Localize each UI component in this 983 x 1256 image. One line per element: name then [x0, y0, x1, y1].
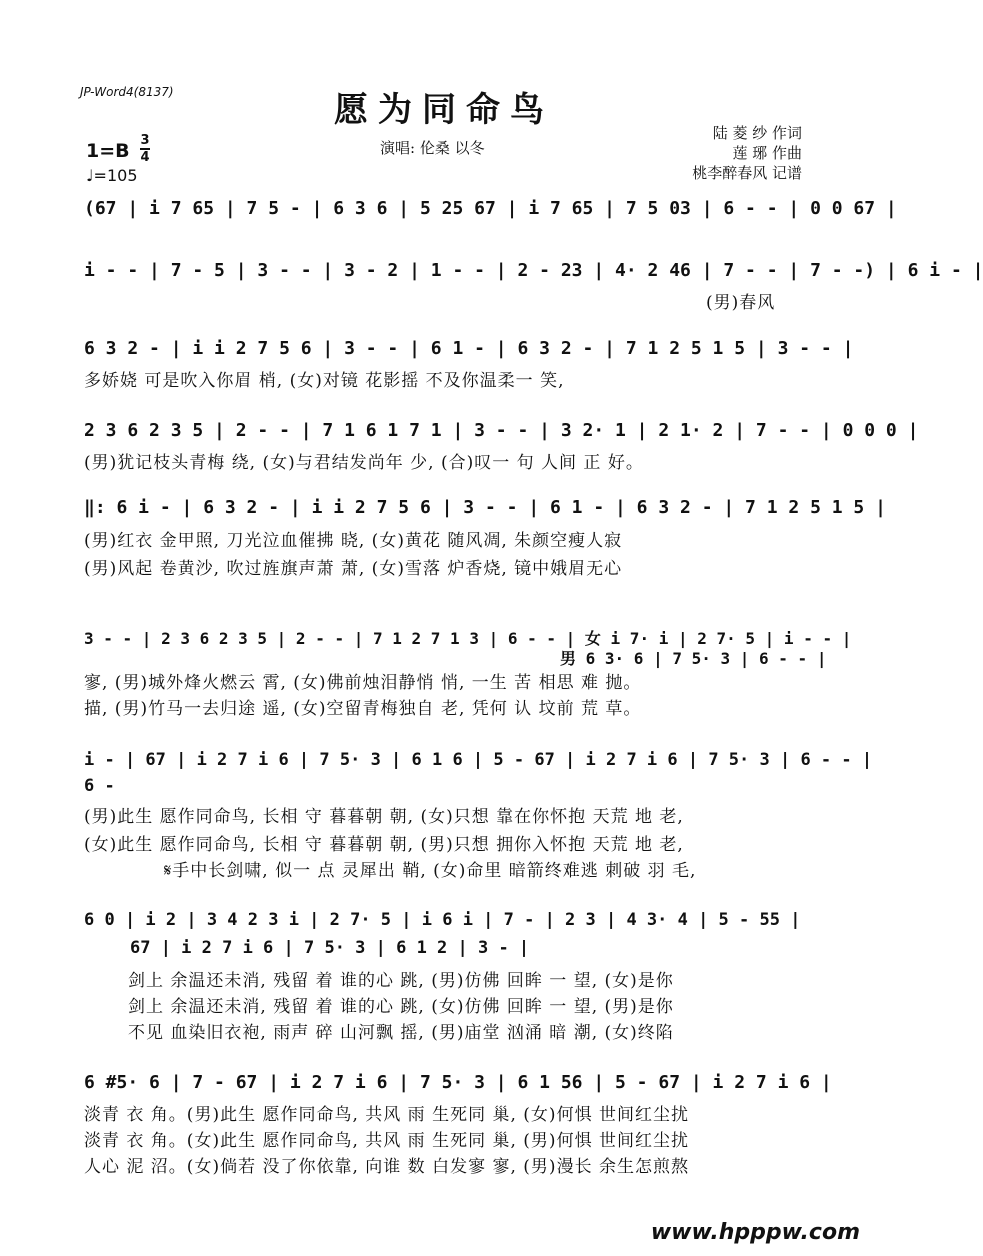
lyric-line-5a: (男)红衣 金甲照, 刀光泣血催拂 晓, (女)黄花 随风凋, 朱颜空瘦人寂	[84, 531, 623, 551]
lyric-line-8b: 剑上 余温还未消, 残留 着 谁的心 跳, (女)仿佛 回眸 一 望, (男)是你	[128, 997, 674, 1017]
time-sig-top: 3	[140, 133, 150, 148]
time-signature	[140, 134, 150, 164]
credit-lyricist: 陆 菱 纱 作词	[712, 124, 802, 142]
lyric-line-9a: 淡青 衣 角。(男)此生 愿作同命鸟, 共风 雨 生死同 巢, (女)何惧 世间红尘扰	[84, 1105, 689, 1125]
notation-line-9: 6 #5· 6 | 7 - 67 | i 2 7 i 6 | 7 5· 3 | 6 1 56 | 5 - 67 | i 2 7 i 6 |	[84, 1072, 832, 1093]
singers: 演唱: 伦桑 以冬	[380, 139, 485, 157]
lyric-line-9b: 淡青 衣 角。(女)此生 愿作同命鸟, 共风 雨 生死同 巢, (男)何惧 世间红尘扰	[84, 1131, 689, 1151]
lyric-line-4a: (男)犹记枝头青梅 绕, (女)与君结发尚年 少, (合)叹一 句 人间 正 好。	[84, 453, 644, 473]
lyric-line-6a: 寥, (男)城外烽火燃云 霄, (女)佛前烛泪静悄 悄, 一生 苦 相思 难 抛。	[84, 673, 642, 693]
lyric-line-6b: 描, (男)竹马一去归途 遥, (女)空留青梅独自 老, 凭何 认 坟前 荒 草。	[84, 699, 642, 719]
notation-line-5: ‖: 6 i - | 6 3 2 - | i i 2 7 5 6 | 3 - - | 6 1 - | 6 3 2 - | 7 1 2 5 1 5 |	[84, 497, 886, 518]
lyric-line-7b: (女)此生 愿作同命鸟, 长相 守 暮暮朝 朝, (男)只想 拥你入怀抱 天荒 地 老,	[84, 835, 684, 855]
notation-line-6-lower: 男 6 3· 6 | 7 5· 3 | 6 - - |	[560, 649, 827, 668]
notation-line-8-lower: 67 | i 2 7 i 6 | 7 5· 3 | 6 1 2 | 3 - |	[130, 938, 530, 958]
tempo-mark: ♩=105	[86, 166, 138, 185]
source-tag: JP-Word4(8137)	[80, 85, 174, 99]
notation-line-7-lower: 6 -	[84, 776, 115, 796]
credit-transcriber: 桃李醉春风 记谱	[692, 164, 802, 182]
notation-line-2: i - - | 7 - 5 | 3 - - | 3 - 2 | 1 - - | 2 - 23 | 4· 2 46 | 7 - - | 7 - -) | 6 i - |	[84, 260, 983, 281]
lyric-line-9c: 人心 泥 沼。(女)倘若 没了你依靠, 向谁 数 白发寥 寥, (男)漫长 余生怎煎熬	[84, 1157, 689, 1177]
website-watermark: www.hpppw.com	[650, 1220, 860, 1245]
notation-line-1: (67 | i 7 65 | 7 5 - | 6 3 6 | 5 25 67 | i 7 65 | 7 5 03 | 6 - - | 0 0 67 |	[84, 198, 897, 219]
notation-line-6: 3 - - | 2 3 6 2 3 5 | 2 - - | 7 1 2 7 1 3 | 6 - - | 女 i 7· i | 2 7· 5 | i - - |	[84, 629, 852, 648]
key-signature: 1=B	[86, 140, 130, 162]
lyric-line-3a: 多娇娆 可是吹入你眉 梢, (女)对镜 花影摇 不及你温柔一 笑,	[84, 371, 565, 391]
song-title: 愿为同命鸟	[334, 90, 554, 130]
credit-composer: 莲 琊 作曲	[732, 144, 802, 162]
time-sig-bottom: 4	[140, 150, 150, 165]
notation-line-8: 6 0 | i 2 | 3 4 2 3 i | 2 7· 5 | i 6 i | 7 - | 2 3 | 4 3· 4 | 5 - 55 |	[84, 910, 801, 930]
lyric-line-5b: (男)风起 卷黄沙, 吹过旌旗声萧 萧, (女)雪落 炉香烧, 镜中娥眉无心	[84, 559, 623, 579]
lyric-line-7a: (男)此生 愿作同命鸟, 长相 守 暮暮朝 朝, (女)只想 靠在你怀抱 天荒 地 老,	[84, 807, 684, 827]
lyric-line-8c: 不见 血染旧衣袍, 雨声 碎 山河飘 摇, (男)庙堂 汹涌 暗 潮, (女)终陷	[128, 1023, 674, 1043]
lyric-line-8a: 剑上 余温还未消, 残留 着 谁的心 跳, (男)仿佛 回眸 一 望, (女)是你	[128, 971, 674, 991]
lyric-line-2a: (男)春风	[706, 293, 776, 313]
notation-line-3: 6 3 2 - | i i 2 7 5 6 | 3 - - | 6 1 - | 6 3 2 - | 7 1 2 5 1 5 | 3 - - |	[84, 338, 854, 359]
lyric-line-7c: 𝄋手中长剑啸, 似一 点 灵犀出 鞘, (女)命里 暗箭终难逃 刺破 羽 毛,	[164, 861, 697, 881]
notation-line-4: 2 3 6 2 3 5 | 2 - - | 7 1 6 1 7 1 | 3 - - | 3 2· 1 | 2 1· 2 | 7 - - | 0 0 0 |	[84, 420, 919, 441]
notation-line-7: i - | 67 | i 2 7 i 6 | 7 5· 3 | 6 1 6 | 5 - 67 | i 2 7 i 6 | 7 5· 3 | 6 - - |	[84, 750, 873, 770]
